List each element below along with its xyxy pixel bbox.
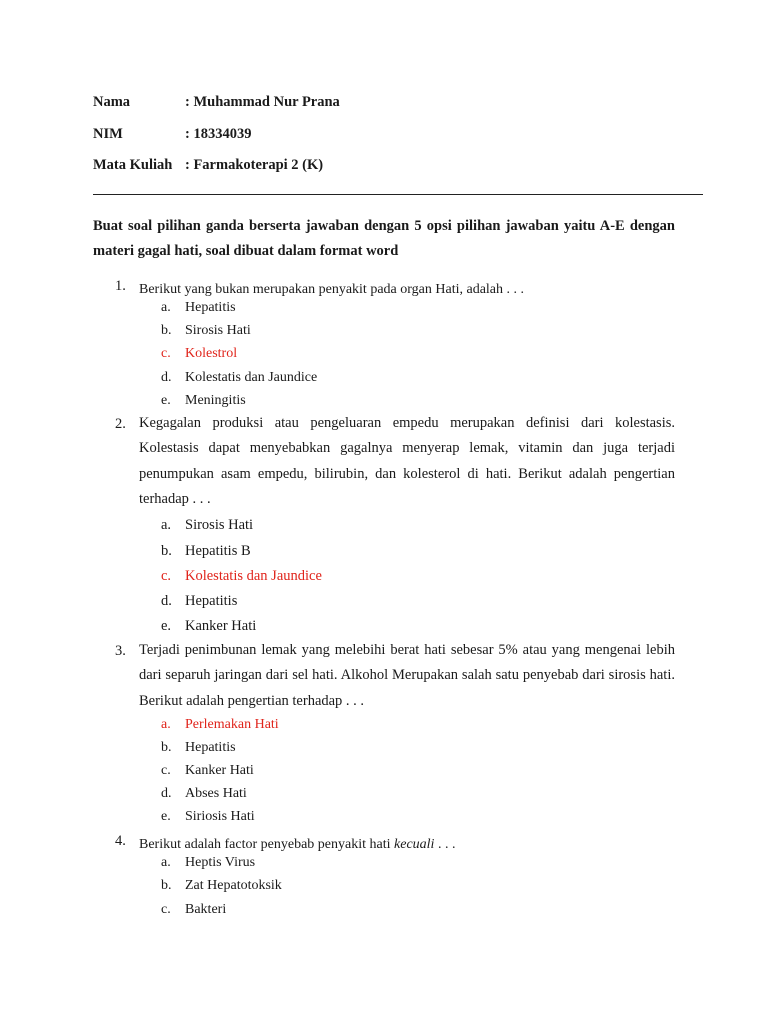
option-text: Sirosis Hati: [185, 517, 254, 533]
instruction-text: Buat soal pilihan ganda berserta jawaban dengan 5 opsi pilihan jawaban yaitu A-E dengan materi gagal hati, soal dibuat dalam format word: [93, 218, 675, 259]
option-letter: e.: [161, 618, 172, 634]
name-label: Nama: [93, 94, 131, 110]
option-text: Kanker Hati: [185, 618, 257, 634]
option-letter: b.: [161, 543, 172, 559]
header-divider: [93, 194, 703, 195]
question-1-number: 1.: [115, 278, 126, 294]
question-1-text: Berikut yang bukan merupakan penyakit pada organ Hati, adalah . . .: [139, 282, 525, 297]
option-text: Meningitis: [185, 393, 246, 408]
question-4-text-end: . . .: [434, 837, 456, 852]
option-text: Bakteri: [185, 902, 227, 917]
question-2-number: 2.: [115, 416, 126, 432]
option-letter: c.: [161, 763, 171, 778]
option-letter: a.: [161, 717, 171, 732]
option-letter: b.: [161, 323, 172, 338]
option-letter: e.: [161, 809, 171, 824]
option-text: Siriosis Hati: [185, 809, 255, 824]
option-letter: c.: [161, 346, 171, 361]
option-letter: c.: [161, 568, 172, 584]
option-text: Heptis Virus: [185, 855, 256, 870]
option-letter: a.: [161, 855, 171, 870]
option-letter: c.: [161, 902, 171, 917]
nim-label: NIM: [93, 126, 123, 142]
option-text: Perlemakan Hati: [185, 717, 279, 732]
option-letter: d.: [161, 370, 172, 385]
option-text: Hepatitis: [185, 300, 236, 315]
option-letter: a.: [161, 517, 172, 533]
option-text: Abses Hati: [185, 786, 247, 801]
question-2-text: Kegagalan produksi atau pengeluaran empedu merupakan definisi dari kolestasis. Kolestasis dapat menyebabkan gagalnya menyerap lemak, vitamin dan juga terjadi penumpukan asam empedu, bilirubin, dan kolesterol di hati. Berikut adalah pengertian terhadap . . .: [139, 415, 675, 508]
option-letter: d.: [161, 593, 172, 609]
option-letter: a.: [161, 300, 171, 315]
course-label: Mata Kuliah: [93, 157, 173, 173]
option-text: Hepatitis: [185, 740, 236, 755]
option-letter: d.: [161, 786, 172, 801]
option-text: Kolestatis dan Jaundice: [185, 568, 322, 584]
question-4-text: [139, 832, 675, 857]
question-4-text-emphasis: kecuali: [394, 837, 435, 852]
question-3-number: 3.: [115, 643, 126, 659]
name-value: : Muhammad Nur Prana: [185, 94, 340, 110]
option-letter: b.: [161, 740, 172, 755]
nim-value: : 18334039: [185, 126, 252, 142]
option-text: Zat Hepatotoksik: [185, 878, 282, 893]
option-text: Sirosis Hati: [185, 323, 251, 338]
option-text: Hepatitis: [185, 593, 238, 609]
option-text: Hepatitis B: [185, 543, 251, 559]
question-4-number: 4.: [115, 833, 126, 849]
option-letter: b.: [161, 878, 172, 893]
option-text: Kolestrol: [185, 346, 238, 361]
course-value: : Farmakoterapi 2 (K): [185, 157, 324, 173]
option-text: Kolestatis dan Jaundice: [185, 370, 318, 385]
question-3-text: Terjadi penimbunan lemak yang melebihi berat hati sebesar 5% atau yang mengenai lebih dari separuh jaringan dari sel hati. Alkohol Merupakan salah satu penyebab dari sirosis hati. Berikut adalah pengertian terhadap . . .: [139, 642, 675, 709]
option-text: Kanker Hati: [185, 763, 254, 778]
question-4-text-start: Berikut adalah factor penyebab penyakit hati: [139, 837, 395, 852]
option-letter: e.: [161, 393, 171, 408]
